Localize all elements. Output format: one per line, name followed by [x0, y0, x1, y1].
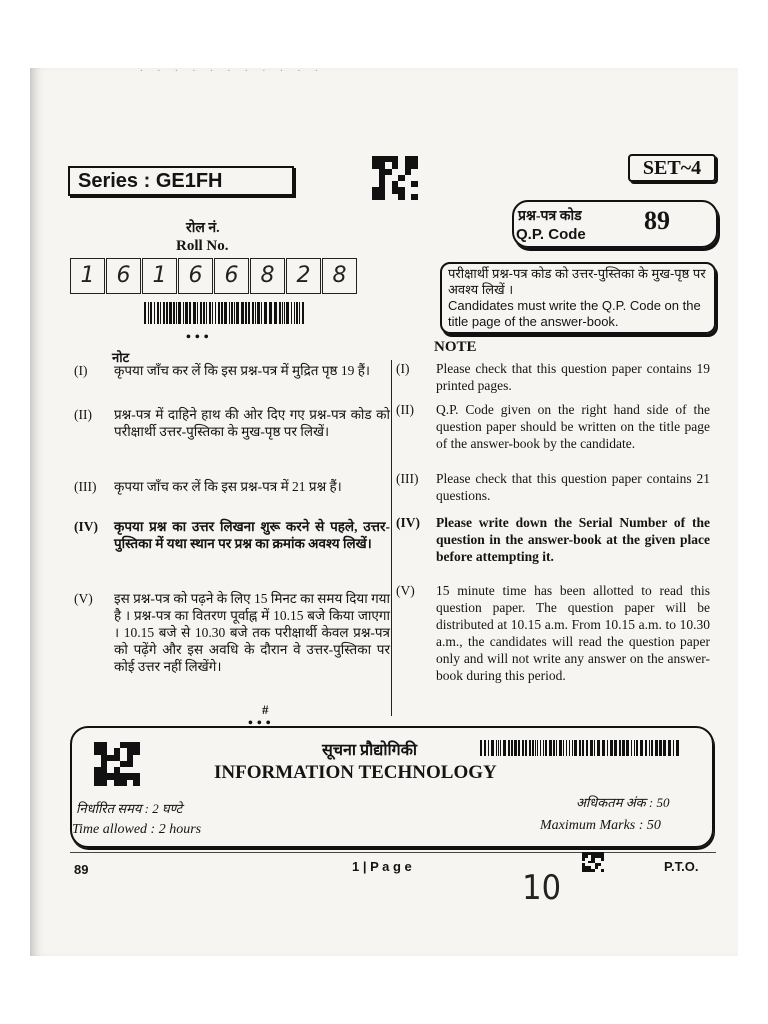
roll-digit: 6 — [178, 258, 213, 294]
roll-digit: 8 — [322, 258, 357, 294]
barcode-icon — [480, 740, 680, 756]
separator-mark: # — [262, 702, 269, 717]
time-allowed-english: Time allowed : 2 hours — [72, 822, 202, 837]
qr-code-icon — [372, 156, 418, 200]
roll-digit: 2 — [286, 258, 321, 294]
footer-page-number: 1 | P a g e — [352, 859, 412, 874]
roll-digit: 6 — [106, 258, 141, 294]
note-heading-hindi: नोट — [112, 350, 130, 365]
max-marks-hindi: अधिकतम अंक : 50 — [576, 795, 670, 810]
time-allowed-hindi: निर्धारित समय : 2 घण्टे — [76, 801, 183, 816]
candidate-instruction-box — [440, 262, 716, 334]
column-divider — [391, 360, 392, 716]
note-heading-english: NOTE — [434, 339, 477, 355]
separator-dots: ••• — [248, 716, 275, 731]
qp-code-label-english: Q.P. Code — [516, 226, 586, 243]
qp-code-value: 89 — [644, 206, 670, 235]
footer-pto: P.T.O. — [664, 859, 699, 874]
subject-title-hindi: सूचना प्रौद्योगिकी — [322, 742, 418, 759]
qp-code-label-hindi: प्रश्न-पत्र कोड — [518, 209, 582, 224]
series-label: Series : GE1FH — [68, 166, 294, 196]
candidate-instruction-english: Candidates must write the Q.P. Code on the title page of the answer-book. — [448, 298, 701, 329]
separator-dots: ••• — [186, 330, 213, 345]
roll-label-hindi: रोल नं. — [186, 221, 220, 236]
set-label: SET~4 — [628, 154, 716, 182]
candidate-instruction-hindi: परीक्षार्थी प्रश्न-पत्र कोड को उत्तर-पुस्तिका के मुख-पृष्ठ पर अवश्य लिखें । — [448, 266, 706, 297]
subject-title-english: INFORMATION TECHNOLOGY — [214, 762, 497, 783]
roll-digit: 1 — [142, 258, 177, 294]
footer-code: 89 — [74, 862, 89, 877]
barcode-icon — [144, 302, 304, 324]
roll-label-english: Roll No. — [176, 238, 229, 254]
qr-code-icon — [582, 852, 604, 872]
footer-rule — [70, 852, 716, 853]
roll-digit: 6 — [214, 258, 249, 294]
handwritten-mark: 10 — [522, 868, 562, 908]
qr-code-icon — [94, 742, 140, 786]
roll-digit: 8 — [250, 258, 285, 294]
roll-digit: 1 — [70, 258, 105, 294]
bleed-through-text: . . . . . . . . . . . — [140, 62, 324, 74]
roll-number-boxes — [70, 258, 358, 294]
max-marks-english: Maximum Marks : 50 — [540, 818, 661, 833]
